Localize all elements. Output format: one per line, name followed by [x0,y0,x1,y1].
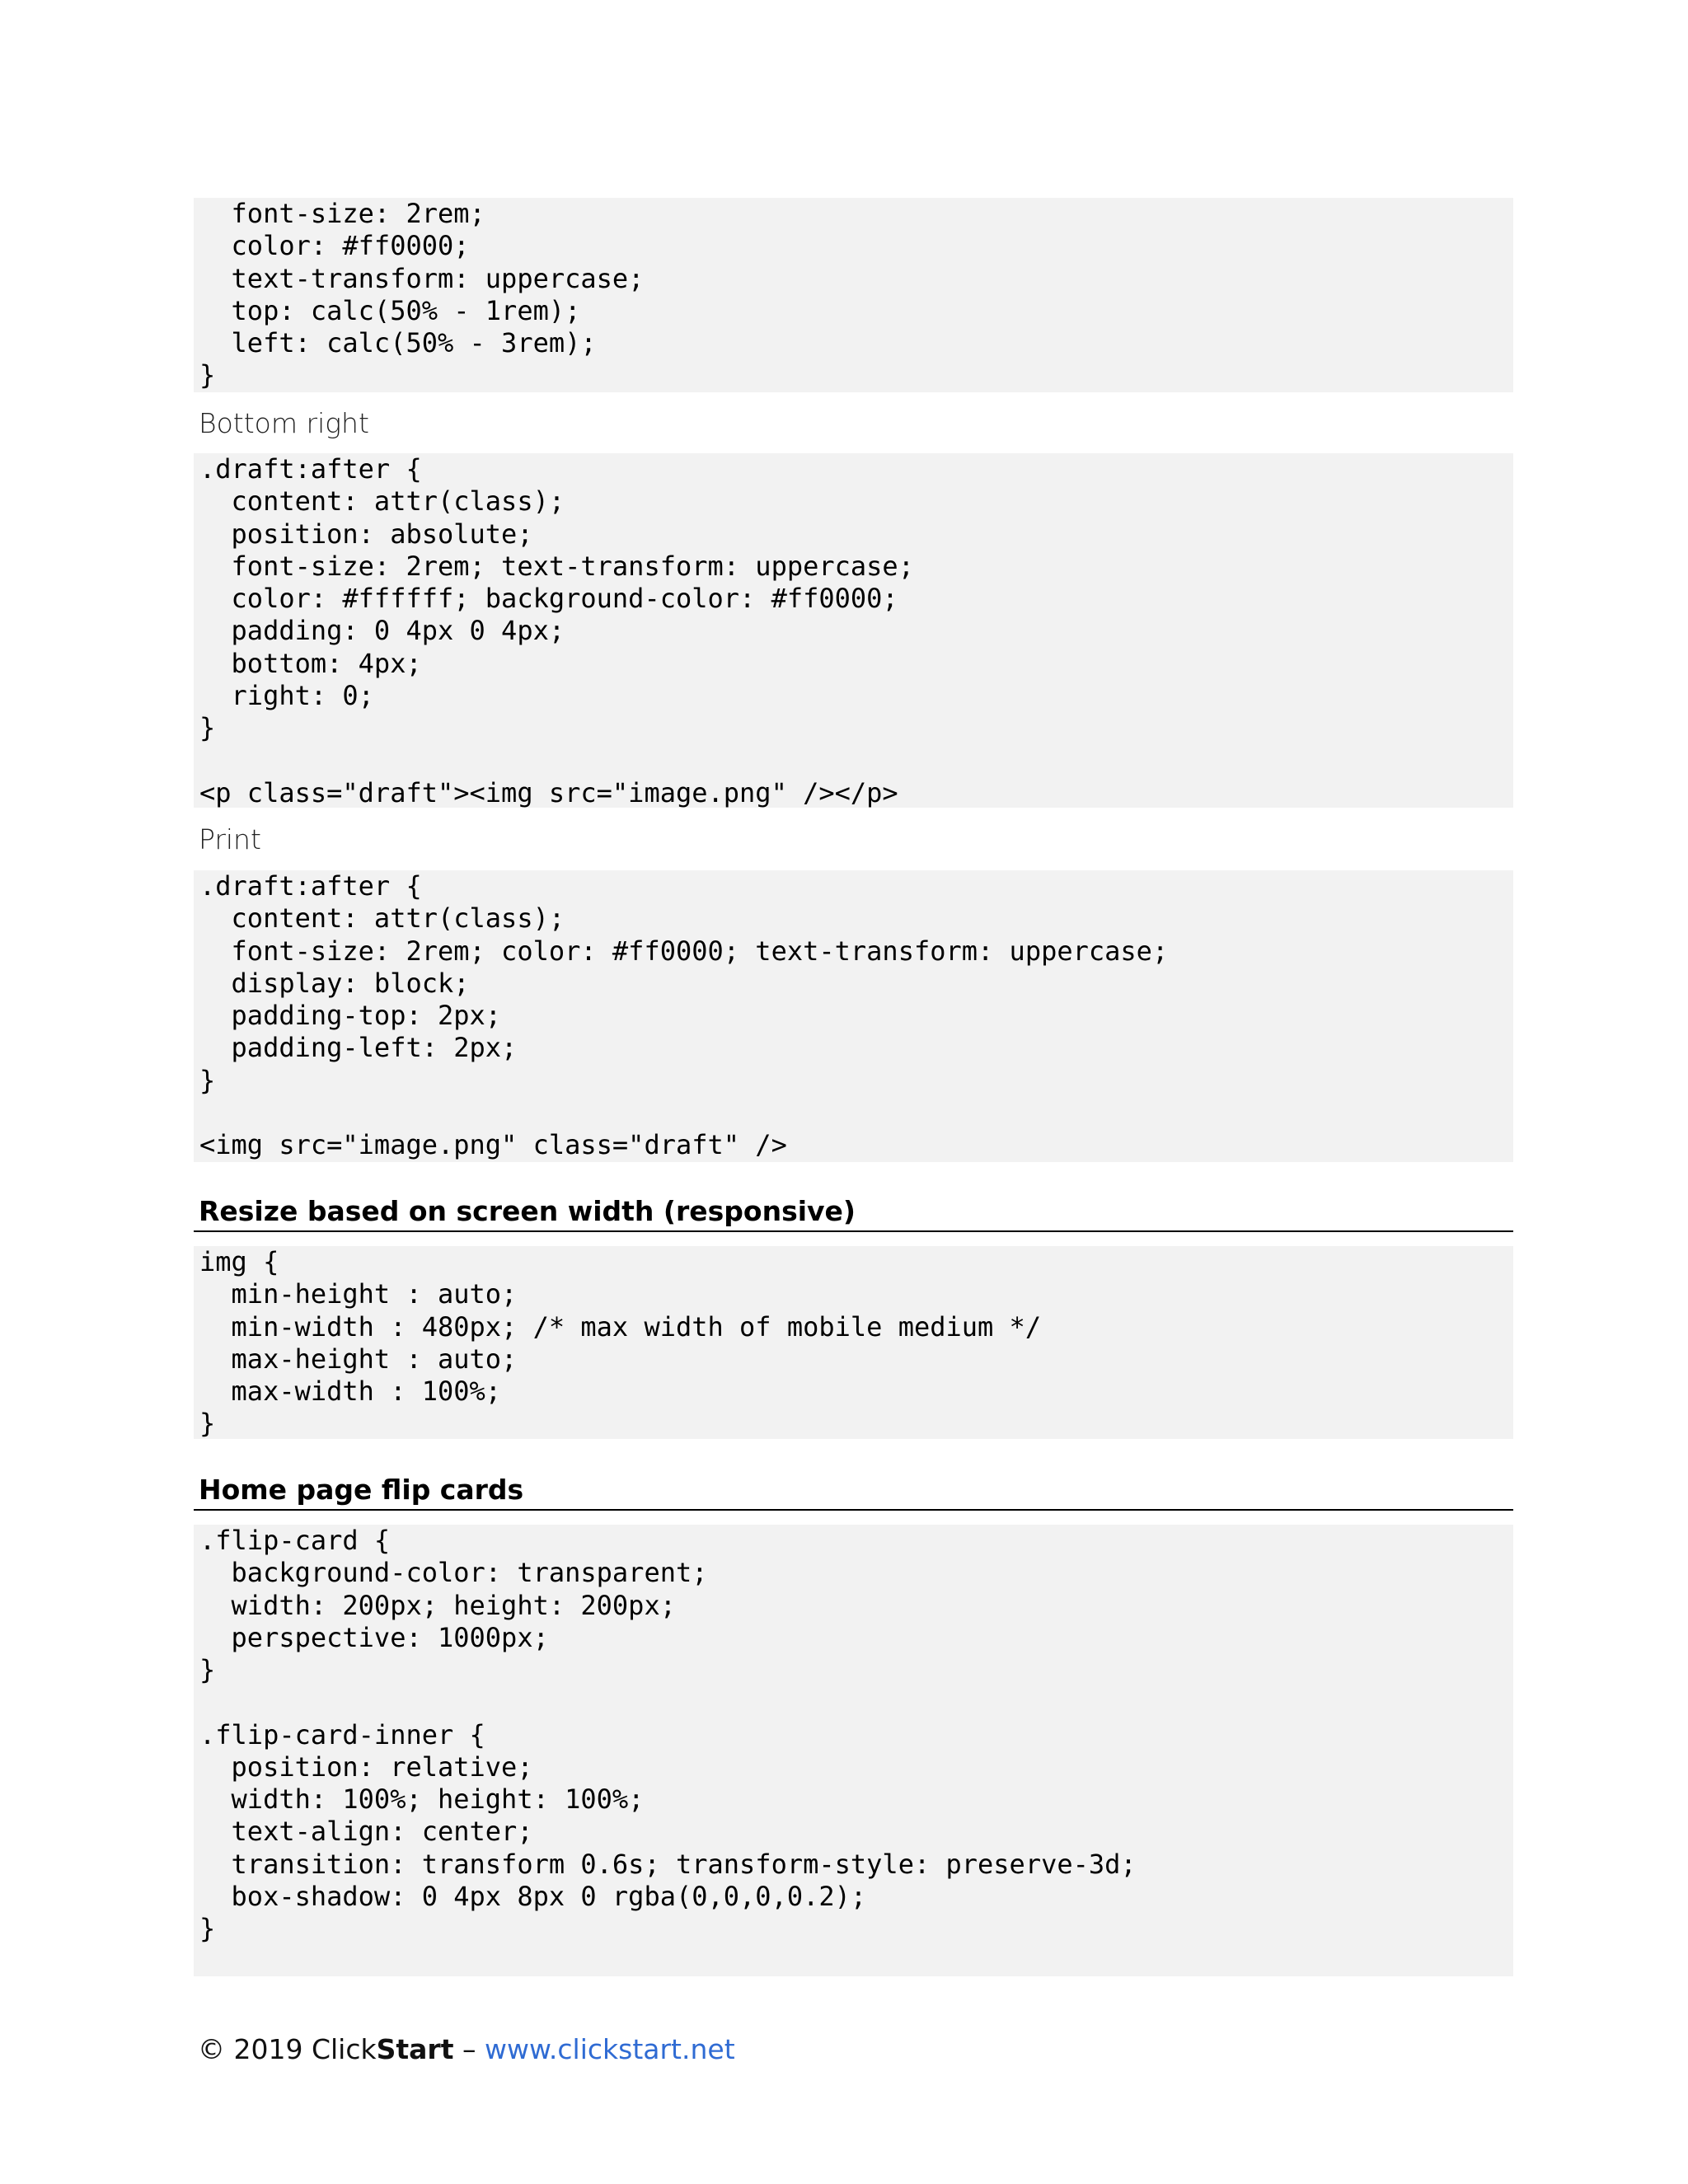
section-heading-flip-cards: Home page flip cards [194,1474,1513,1511]
page-footer [198,2033,735,2066]
code-block-print: .draft:after { content: attr(class); font-size: 2rem; color: #ff0000; text-transform: uppercase; display: block; padding-top: 2px; padding-left: 2px; } <img src="image.png" class="draft" /> [194,870,1513,1162]
code-block-watermark-center: font-size: 2rem; color: #ff0000; text-transform: uppercase; top: calc(50% - 1rem); left: calc(50% - 3rem); } [194,198,1513,392]
section-heading-responsive: Resize based on screen width (responsive) [194,1195,1513,1232]
footer-brand: Start [376,2033,454,2065]
label-print: Print [199,823,261,855]
code-block-flip-cards: .flip-card { background-color: transparent; width: 200px; height: 200px; perspective: 1000px; } .flip-card-inner { position: relative; width: 100%; height: 100%; text-align: center; transition: transform 0.6s; transform-style: preserve-3d; box-shadow: 0 4px 8px 0 rgba(0,0,0,0.2); } [194,1525,1513,1976]
footer-website-link[interactable]: www.clickstart.net [484,2033,735,2065]
code-block-bottom-right: .draft:after { content: attr(class); position: absolute; font-size: 2rem; text-transform: uppercase; color: #ffffff; background-color: #ff0000; padding: 0 4px 0 4px; bottom: 4px; right: 0; } <p class="draft"><img src="image.png" /></p> [194,453,1513,808]
label-bottom-right: Bottom right [199,407,369,439]
footer-separator: – [453,2033,485,2065]
code-block-responsive: img { min-height : auto; min-width : 480px; /* max width of mobile medium */ max-height : auto; max-width : 100%; } [194,1246,1513,1439]
footer-copyright: © 2019 Click [198,2033,377,2065]
